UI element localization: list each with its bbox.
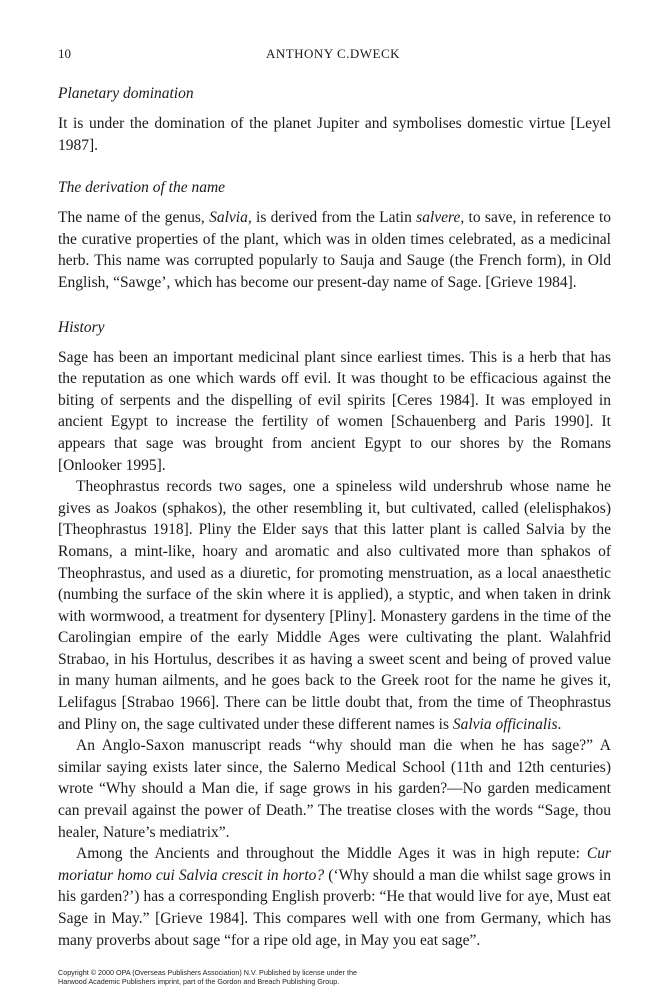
section-heading-derivation: The derivation of the name <box>58 179 226 197</box>
copyright-line-1: Copyright © 2000 OPA (Overseas Publishers Association) N.V. Published by license under the <box>58 968 357 977</box>
copyright-line-2: Harwood Academic Publishers imprint, part of the Gordon and Breach Publishing Group. <box>58 977 340 986</box>
page-body <box>58 84 611 951</box>
page-number: 10 <box>58 46 71 61</box>
paragraph-history-2: Theophrastus records two sages, one a spineless wild undershrub whose name he gives as Joakos (sphakos), the other resembling it, but cultivated, called (elelisphakos) [Theophrastus 1918]. Pliny the Elder says that this latter plant is called Salvia by the Romans, a mint-like, hoary and aromatic and also cultivated more than sphakos of Theophrastus, and used as a diuretic, for promoting menstruation, as a local anaesthetic (numbing the surface of the skin where it is applied), a styptic, and when taken in drink with wormwood, a treatment for dysentery [Pliny]. Monastery gardens in the time of the Carolingian empire of the early Middle Ages were cultivating the plant. Walahfrid Strabao, in his Hortulus, describes it as having a sweet scent and being of proved value in many human ailments, and he goes back to the Greek root for the name he gives it, Lelifagus [Strabao 1966]. There can be little doubt that, from the time of Theophrastus and Pliny on, the sage cultivated under these different names is Salvia officinalis. <box>58 478 611 733</box>
paragraph-planetary: It is under the domination of the planet Jupiter and symbolises domestic virtue [Leyel 1987]. <box>58 115 611 154</box>
section-heading-history: History <box>58 318 105 336</box>
paragraph-derivation: The name of the genus, Salvia, is derived from the Latin salvere, to save, in reference to the curative properties of the plant, which was in olden times celebrated, as a medicinal herb. This name was corrupted popularly to Sauja and Sauge (the French form), in Old English, “Sawge’, which has become our present-day name of Sage. [Grieve 1984]. <box>58 209 611 291</box>
paragraph-history-4: Among the Ancients and throughout the Middle Ages it was in high repute: Cur moriatur homo cui Salvia crescit in horto? (‘Why should a man die whilst sage grows in his garden?’) has a corresponding English proverb: “He that would live for aye, Must eat Sage in May.” [Grieve 1984]. This compares well with one from Germany, which has many proverbs about sage “for a ripe old age, in May you eat sage”. <box>58 845 611 949</box>
paragraph-history-1: Sage has been an important medicinal plant since earliest times. This is a herb that has the reputation as one which wards off evil. It was thought to be efficacious against the biting of serpents and the dispelling of evil spirits [Ceres 1984]. It was employed in ancient Egypt to increase the fertility of women [Schauenberg and Paris 1990]. It appears that sage was brought from ancient Egypt to our shores by the Romans [Onlooker 1995]. <box>58 348 611 474</box>
copyright-footer <box>58 968 357 986</box>
section-heading-planetary: Planetary domination <box>58 85 194 102</box>
paragraph-history-3: An Anglo-Saxon manuscript reads “why should man die when he has sage?” A similar saying exists later since, the Salerno Medical School (11th and 12th centuries) wrote “Why should a Man die, if sage grows in his garden?—No garden medicament can prevail against the power of Death.” The treatise closes with the words “Sage, thou healer, Nature’s mediatrix”. <box>58 737 611 841</box>
running-head: ANTHONY C.DWECK <box>265 46 401 61</box>
